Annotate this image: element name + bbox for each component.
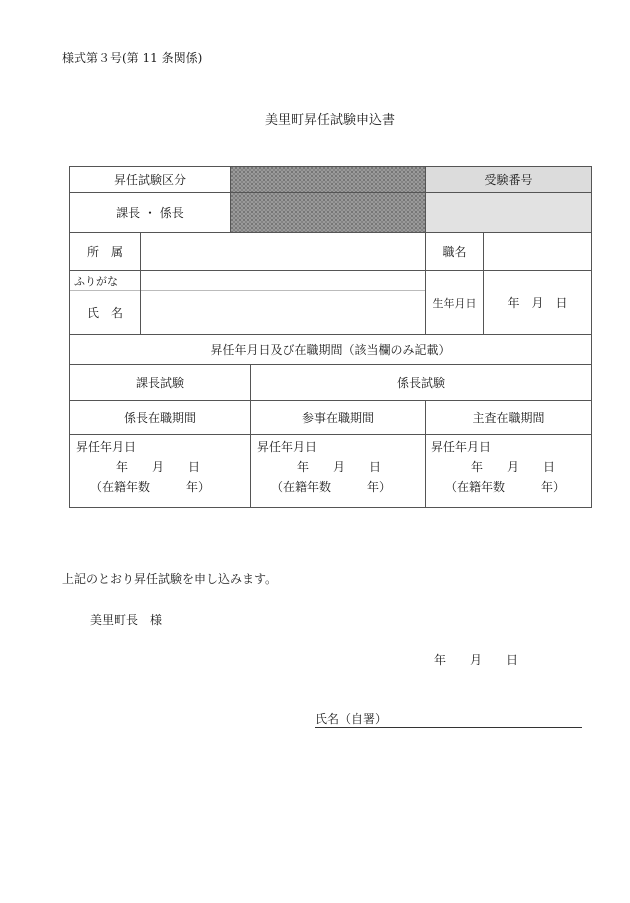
years-enrolled[interactable]: （在籍年数 年） (90, 480, 211, 494)
application-statement: 上記のとおり昇任試験を申し込みます。 (62, 572, 278, 586)
years-enrolled[interactable]: （在籍年数 年） (445, 480, 566, 494)
column-header-sanji: 参事在職期間 (301, 411, 374, 425)
period-header: 昇任年月日及び在職期間（該当欄のみ記載） (210, 343, 451, 357)
birthdate-value[interactable]: 年 月 日 (507, 296, 568, 310)
affiliation-label: 所 属 (86, 245, 123, 259)
furigana-label: ふりがな (74, 275, 118, 288)
name-label: 氏 名 (86, 306, 123, 320)
position-label: 職名 (442, 245, 467, 259)
hatched-cell (230, 166, 425, 232)
promotion-date-label: 昇任年月日 (76, 440, 137, 454)
kacho-exam-label: 課長試験 (135, 376, 184, 390)
promotion-date-value[interactable]: 年 月 日 (471, 460, 556, 474)
exam-number-input[interactable] (425, 192, 591, 232)
kakaricho-exam-label: 係長試験 (396, 376, 445, 390)
promotion-date-label: 昇任年月日 (431, 440, 492, 454)
promotion-date-value[interactable]: 年 月 日 (297, 460, 382, 474)
addressee: 美里町長 様 (90, 613, 163, 627)
position-input[interactable] (484, 233, 591, 270)
years-enrolled[interactable]: （在籍年数 年） (271, 480, 392, 494)
promotion-date-value[interactable]: 年 月 日 (116, 460, 201, 474)
form-title: 美里町昇任試験申込書 (265, 113, 396, 128)
date-line[interactable]: 年 月 日 (434, 653, 519, 667)
promotion-date-label: 昇任年月日 (257, 440, 318, 454)
furigana-input[interactable] (141, 271, 425, 290)
name-input[interactable] (141, 291, 425, 334)
column-header-kakaricho: 係長在職期間 (123, 411, 196, 425)
signature-label: 氏名（自署） (315, 712, 388, 726)
birthdate-label: 生年月日 (432, 296, 477, 310)
exam-category-value[interactable]: 課長 ・ 係長 (116, 206, 184, 220)
form-number: 様式第３号(第 11 条関係) (62, 51, 203, 65)
exam-category-label: 昇任試験区分 (113, 173, 186, 187)
signature-area[interactable] (315, 710, 582, 728)
exam-number-label: 受験番号 (484, 173, 533, 187)
affiliation-input[interactable] (141, 233, 425, 270)
column-header-shusa: 主査在職期間 (472, 411, 545, 425)
